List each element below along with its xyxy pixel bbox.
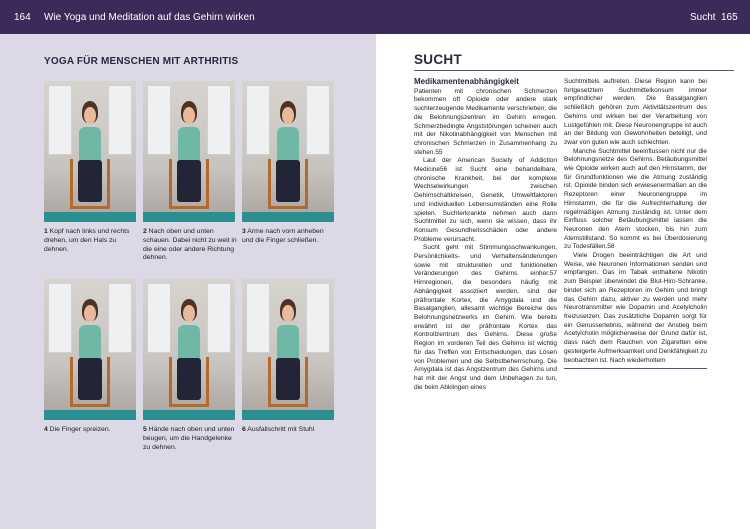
text-column-1 bbox=[414, 78, 557, 392]
left-running-title: Wie Yoga und Meditation auf das Gehirn wirken bbox=[44, 12, 255, 23]
paragraph: Suchtmittels auftreten. Diese Region kann bei fortgesetztem Suchtmittelkonsum immer empfindlicher werden. Die Basalganglien schließlich gehören zum Aktivitätszentrum des Gehirns und wirken bei der Verarbeitung von Lustgefühlen mit. Diese Neuronengruppe ist auch an der Bildung von Gewohnheiten beteiligt, und zwar von guten wie auch schlechten. bbox=[564, 78, 707, 146]
subheading: Medikamentenabhängigkeit bbox=[414, 77, 519, 86]
photo-5 bbox=[143, 279, 235, 420]
caption-3: 3 Arme nach vorn anheben und die Finger schließen. bbox=[242, 228, 324, 244]
left-page bbox=[0, 34, 376, 529]
paragraph: Viele Drogen beeinträchtigen die Art und Weise, wie Neuronen Informationen senden und empfangen. Das im Tabak enthaltene Nikotin zum Beispiel überwindet die Blut-Hirn-Schranke, bindet sich an Rezeptoren im Gehirn und bringt das Gehirn dazu, aktiver zu werden und mehr Neurotransmitter wie Dopamin und Acetylcholin freizusetzen. Das zusätzliche Dopamin sorgt für ein Genusserlebnis, während der Anstieg beim Acetylcholin möglicherweise der Grund dafür ist, dass nach dem Rauchen von Zigaretten eine gesteigerte Aufmerksamkeit und Denkfähigkeit zu beobachten ist. Nach wiederholtem bbox=[564, 252, 707, 364]
left-page-number: 164 bbox=[14, 12, 31, 23]
photo-4 bbox=[44, 279, 136, 420]
caption-1: 1 Kopf nach links und rechts drehen, um den Hals zu dehnen. bbox=[44, 228, 130, 253]
section-heading: YOGA FÜR MENSCHEN MIT ARTHRITIS bbox=[44, 56, 239, 67]
header-bar bbox=[0, 0, 750, 34]
caption-5: 5 Hände nach oben und unten beugen, um die Handgelenke zu dehnen. bbox=[143, 426, 235, 451]
photo-2 bbox=[143, 81, 235, 222]
paragraph: Patienten mit chronischen Schmerzen bekommen oft Opioide oder andere stark suchterzeugende Medikamente verschrieben, die die Belohnungszentren im Gehirn erregen. Schmerzbedingte Angststörungen scheinen auch mit der Nikotinabhängigkeit von Menschen mit chronischen Schmerzen in Zusammenhang zu stehen.55 bbox=[414, 87, 557, 156]
right-page-number: 165 bbox=[721, 12, 738, 23]
text-column-2 bbox=[564, 78, 707, 365]
right-running-title: Sucht bbox=[690, 12, 716, 23]
paragraph: Laut der American Society of Addiction Medicine56 ist Sucht eine behandelbare, chronische Krankheit, bei der komplexe Wechselwirkungen zwischen Gehirnschaltkreisen, Genetik, Umweltfaktoren und individuellen Lebensumständen eine Rolle spielen. Suchterkrankte nehmen auch dann Suchtmittel zu sich, wenn sie wissen, dass ihr Konsum Gesundheitsschäden oder andere Probleme verursacht. bbox=[414, 157, 557, 243]
photo-3 bbox=[242, 81, 334, 222]
photo-1 bbox=[44, 81, 136, 222]
column-end-rule bbox=[564, 368, 707, 369]
caption-2: 2 Nach oben und unten schauen. Dabei nicht zu weit in die eine oder andere Richtung dehnen. bbox=[143, 228, 237, 262]
heading-rule bbox=[414, 70, 734, 71]
paragraph: Manche Suchtmittel beeinflussen nicht nur die Belohnungsnetze des Gehirns. Betäubungsmittel wie Opioide wirken auch auf den Hirnstamm, der für Grundfunktionen wie die Atmung zuständig ist. Opioide binden sich erwiesenermaßen an die Rezeptoren einer Neuronengruppe im Hirnstamm, die für die Aufrechterhaltung der regelmäßigen Atmung zuständig ist. Unter dem Einfluss solcher Betäubungsmittel lassen die Neuronen den Atem stocken, bis hin zum Atemstillstand. So kommt es bei Überdosierung zu Todesfällen.58 bbox=[564, 147, 707, 251]
paragraph: Sucht geht mit Stimmungsschwankungen, Persönlichkeits- und Verhaltensänderungen sowie mit strukturellen und funktionellen Veränderungen des Gehirns einher.57 Hirnregionen, die besonders häufig mit Abhängigkeit assoziiert werden, sind der präfrontale Kortex, die Amygdala und die Basalganglien, allesamt wichtige Bereiche des Belohnungsnetzwerks im Gehirn. Wie bereits erwähnt ist der präfrontale Kortex das Kontrollzentrum des Gehirns. Diese große Region im vorderen Teil des Gehirns ist wichtig für das Treffen von Entscheidungen, das Lösen von Problemen und die Selbstbeherrschung. Die Amygdala ist das Angstzentrum des Gehirns und hat mit der Angst und dem Unbehagen zu tun, die beim Abklingen eines bbox=[414, 244, 557, 391]
chapter-heading: SUCHT bbox=[414, 52, 462, 67]
caption-4: 4 Die Finger spreizen. bbox=[44, 426, 111, 433]
right-page bbox=[376, 34, 750, 529]
photo-6 bbox=[242, 279, 334, 420]
caption-6: 6 Ausfallschritt mit Stuhl bbox=[242, 426, 315, 433]
